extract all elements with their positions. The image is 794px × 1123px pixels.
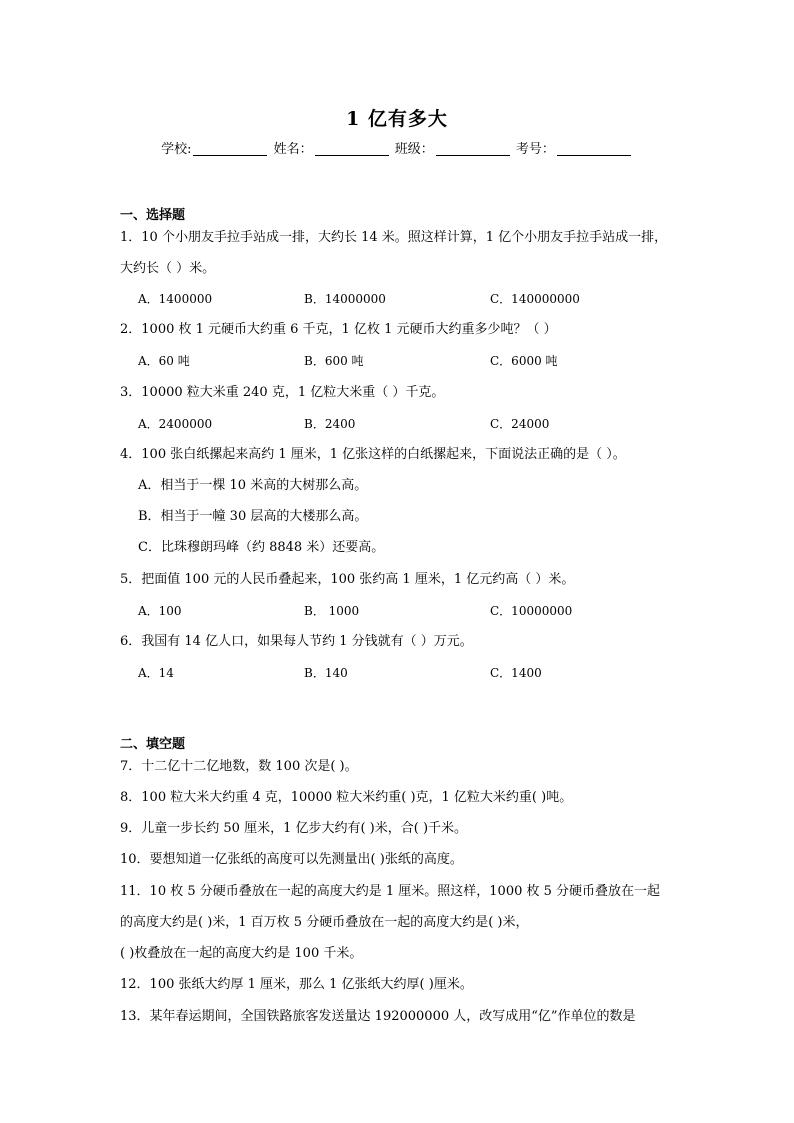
page-title: 1 亿有多大	[346, 108, 448, 130]
q3-option-c[interactable]: C．24000	[490, 417, 550, 431]
name-blank[interactable]	[315, 141, 389, 156]
student-info-row	[0, 138, 794, 157]
school-label: 学校:	[161, 142, 192, 157]
question-9: 9．儿童一步长约 50 厘米，1 亿步大约有( )米，合( )千米。	[120, 821, 468, 836]
exam-no-blank[interactable]	[557, 141, 631, 156]
question-8: 8．100 粒大米大约重 4 克，10000 粒大米约重( )克，1 亿粒大米约重( )吨。	[120, 790, 573, 805]
class-blank[interactable]	[436, 141, 510, 156]
q3-option-a[interactable]: A．2400000	[138, 417, 213, 431]
q5-option-c[interactable]: C．10000000	[490, 604, 573, 618]
question-2-options	[138, 352, 698, 370]
question-1-line-1: 1．10 个小朋友手拉手站成一排，大约长 14 米。照这样计算，1 亿个小朋友手拉手站成一排，	[120, 230, 668, 245]
question-10: 10．要想知道一亿张纸的高度可以先测量出( )张纸的高度。	[120, 852, 463, 867]
section-heading-fill-blank: 二、填空题	[120, 737, 186, 752]
question-5-options	[138, 602, 698, 620]
q1-option-a[interactable]: A．1400000	[138, 292, 213, 306]
question-7: 7．十二亿十二亿地数，数 100 次是( )。	[120, 759, 358, 774]
question-13: 13．某年春运期间，全国铁路旅客发送量达 192000000 人，改写成用“亿”作单位的数是	[120, 1009, 636, 1024]
question-11-line-2: 的高度大约是( )米，1 百万枚 5 分硬币叠放在一起的高度大约是( )米，	[120, 915, 529, 930]
question-11-line-1: 11．10 枚 5 分硬币叠放在一起的高度大约是 1 厘米。照这样，1000 枚 5 分硬币叠放在一起	[120, 884, 661, 899]
q1-option-b[interactable]: B．14000000	[304, 292, 386, 306]
q2-option-c[interactable]: C．6000 吨	[490, 354, 558, 368]
q3-option-b[interactable]: B．2400	[304, 417, 356, 431]
class-label: 班级：	[394, 142, 434, 157]
question-3-options	[138, 415, 698, 433]
section-heading-choice: 一、选择题	[120, 208, 186, 223]
question-1-options	[138, 290, 698, 308]
question-4-line-1: 4．100 张白纸摞起来高约 1 厘米，1 亿张这样的白纸摞起来，下面说法正确的是（ ）。	[120, 447, 626, 462]
school-blank[interactable]	[193, 141, 267, 156]
question-5-line-1: 5．把面值 100 元的人民币叠起来，100 张约高 1 厘米，1 亿元约高（ ）米。	[120, 572, 575, 587]
question-3-line-1: 3．10000 粒大米重 240 克，1 亿粒大米重（ ）千克。	[120, 385, 445, 400]
q2-option-b[interactable]: B．600 吨	[304, 354, 364, 368]
question-6-line-1: 6．我国有 14 亿人口，如果每人节约 1 分钱就有（ ）万元。	[120, 634, 473, 649]
q6-option-a[interactable]: A．14	[138, 666, 174, 680]
q2-option-a[interactable]: A．60 吨	[138, 354, 190, 368]
q6-option-c[interactable]: C．1400	[490, 666, 542, 680]
q4-option-b[interactable]: B．相当于一幢 30 层高的大楼那么高。	[138, 509, 368, 524]
name-label: 姓名：	[273, 142, 313, 157]
question-11-line-3: ( )枚叠放在一起的高度大约是 100 千米。	[120, 946, 363, 961]
question-1-line-2: 大约长（ ）米。	[120, 261, 216, 276]
question-6-options	[138, 664, 698, 682]
q6-option-b[interactable]: B．140	[304, 666, 348, 680]
q5-option-b[interactable]: B． 1000	[304, 604, 360, 618]
q1-option-c[interactable]: C．140000000	[490, 292, 580, 306]
q5-option-a[interactable]: A．100	[138, 604, 182, 618]
question-2-line-1: 2．1000 枚 1 元硬币大约重 6 千克，1 亿枚 1 元硬币大约重多少吨？（ ）	[120, 322, 557, 337]
question-12: 12．100 张纸大约厚 1 厘米，那么 1 亿张纸大约厚( )厘米。	[120, 977, 473, 992]
exam-no-label: 考号：	[515, 142, 555, 157]
q4-option-c[interactable]: C．比珠穆朗玛峰（约 8848 米）还要高。	[138, 540, 385, 555]
q4-option-a[interactable]: A．相当于一棵 10 米高的大树那么高。	[138, 478, 368, 493]
